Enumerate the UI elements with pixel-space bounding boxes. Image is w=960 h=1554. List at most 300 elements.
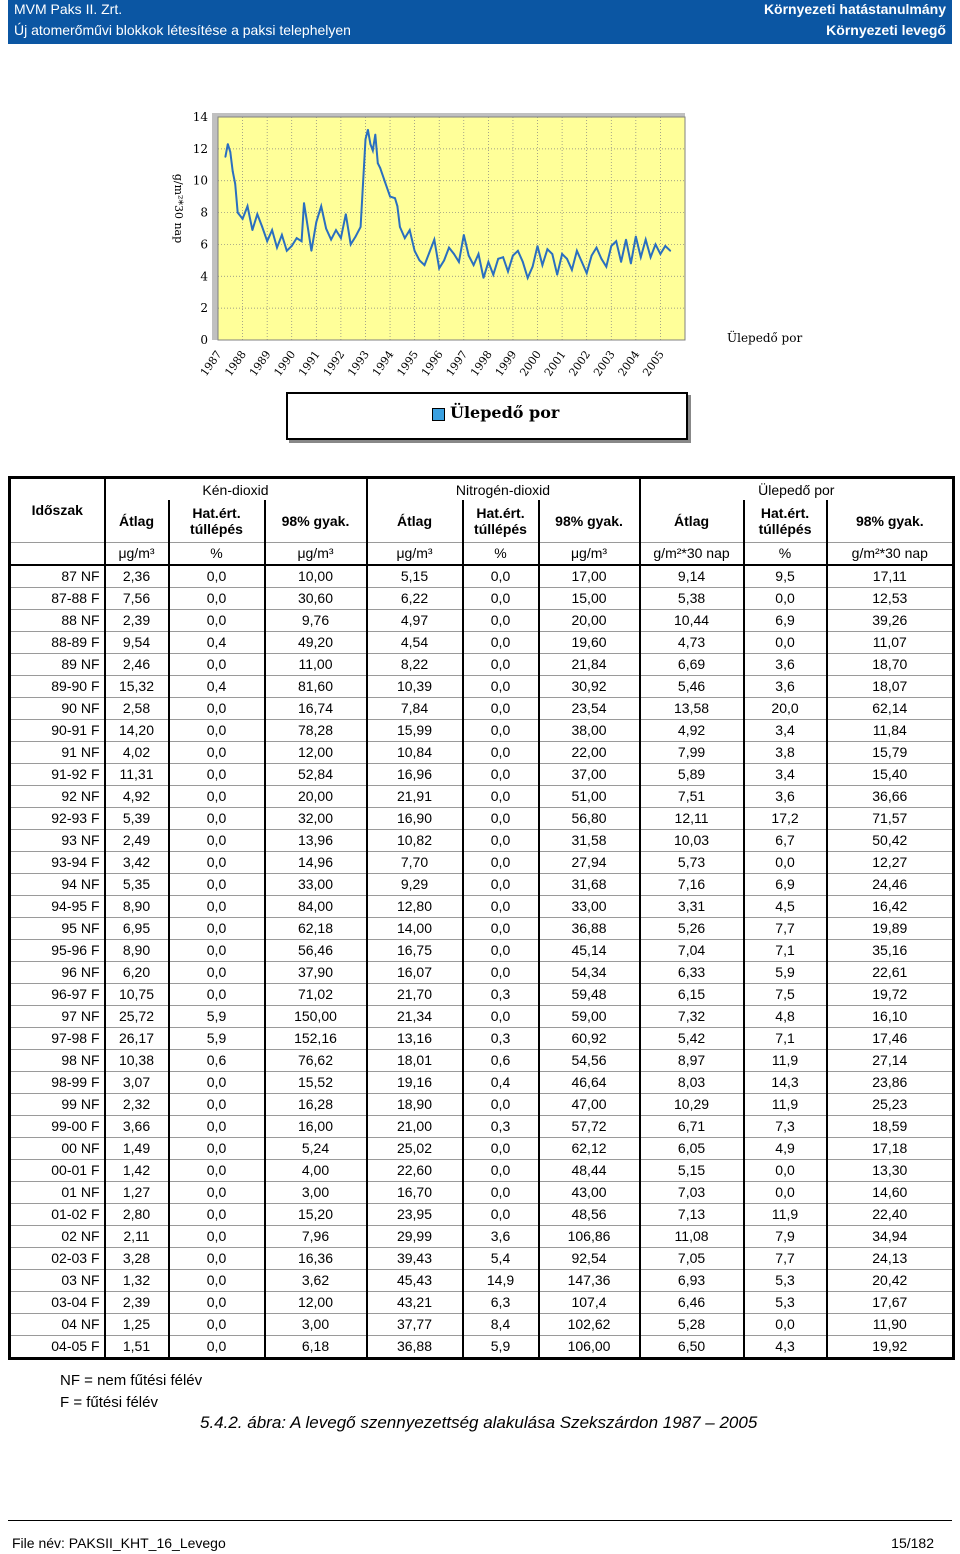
period-cell: 87-88 F (10, 587, 105, 609)
data-point (306, 218, 308, 220)
value-cell: 2,39 (105, 609, 169, 631)
data-point (374, 134, 376, 136)
table-row (10, 1269, 954, 1291)
period-cell: 94 NF (10, 873, 105, 895)
data-point (224, 156, 226, 158)
y-tick-label: 10 (192, 173, 208, 188)
data-point (546, 248, 548, 250)
value-cell: 18,70 (827, 653, 954, 675)
value-cell: 0,3 (463, 1115, 539, 1137)
data-point (394, 197, 396, 199)
value-cell: 0,0 (169, 1247, 265, 1269)
col-header-line1: Hat.ért. (760, 504, 810, 521)
table-row (10, 1203, 954, 1225)
value-cell: 2,36 (105, 565, 169, 588)
period-cell: 04-05 F (10, 1335, 105, 1358)
data-point (669, 250, 671, 252)
period-cell: 99-00 F (10, 1115, 105, 1137)
value-cell: 10,39 (367, 675, 463, 697)
value-cell: 0,0 (463, 1005, 539, 1027)
period-cell: 98-99 F (10, 1071, 105, 1093)
value-cell: 150,00 (265, 1005, 367, 1027)
value-cell: 0,0 (169, 1093, 265, 1115)
value-cell: 102,62 (539, 1313, 640, 1335)
value-cell: 0,0 (169, 873, 265, 895)
value-cell: 92,54 (539, 1247, 640, 1269)
value-cell: 46,64 (539, 1071, 640, 1093)
data-point (483, 277, 485, 279)
period-cell: 94-95 F (10, 895, 105, 917)
value-cell: 4,97 (367, 609, 463, 631)
value-cell: 54,34 (539, 961, 640, 983)
value-cell: 15,99 (367, 719, 463, 741)
value-cell: 6,71 (640, 1115, 744, 1137)
value-cell: 3,8 (744, 741, 827, 763)
value-cell: 4,3 (744, 1335, 827, 1358)
data-point (497, 258, 499, 260)
table-row (10, 653, 954, 675)
x-tick-label: 1989 (246, 348, 274, 379)
y-tick-label: 6 (200, 237, 208, 252)
x-tick-label: 1997 (443, 348, 471, 379)
data-point (419, 259, 421, 261)
value-cell: 14,3 (744, 1071, 827, 1093)
value-cell: 30,92 (539, 675, 640, 697)
data-point (591, 255, 593, 257)
value-cell: 27,94 (539, 851, 640, 873)
data-point (369, 143, 371, 145)
footer-page-number: 15/182 (891, 1535, 934, 1551)
value-cell: 0,0 (463, 1137, 539, 1159)
value-cell: 5,38 (640, 587, 744, 609)
value-cell: 0,0 (463, 631, 539, 653)
table-row (10, 1049, 954, 1071)
value-cell: 0,0 (463, 719, 539, 741)
x-tick-label: 1998 (468, 348, 495, 379)
value-cell: 12,53 (827, 587, 954, 609)
value-cell: 7,96 (265, 1225, 367, 1247)
value-cell: 1,49 (105, 1137, 169, 1159)
data-point (610, 245, 612, 247)
value-cell: 19,89 (827, 917, 954, 939)
data-point (615, 240, 617, 242)
value-cell: 18,07 (827, 675, 954, 697)
value-cell: 16,74 (265, 697, 367, 719)
value-cell: 6,05 (640, 1137, 744, 1159)
chart-svg (160, 100, 820, 400)
value-cell: 0,6 (463, 1049, 539, 1071)
period-cell: 91-92 F (10, 763, 105, 785)
value-cell: 0,0 (169, 1115, 265, 1137)
value-cell: 3,6 (744, 675, 827, 697)
value-cell: 37,00 (539, 763, 640, 785)
col-header-line1: 98% gyak. (855, 512, 924, 529)
y-tick-label: 14 (192, 110, 208, 124)
value-cell: 2,46 (105, 653, 169, 675)
value-cell: 7,9 (744, 1225, 827, 1247)
period-cell: 87 NF (10, 565, 105, 588)
value-cell: 62,12 (539, 1137, 640, 1159)
table-row (10, 895, 954, 917)
value-cell: 0,0 (463, 609, 539, 631)
col-header-line2: túllépés (474, 520, 527, 537)
data-point (468, 255, 470, 257)
data-point (350, 244, 352, 246)
period-cell: 93-94 F (10, 851, 105, 873)
data-point (301, 240, 303, 242)
value-cell: 0,0 (169, 851, 265, 873)
value-cell: 56,80 (539, 807, 640, 829)
data-point (478, 253, 480, 255)
value-cell: 17,18 (827, 1137, 954, 1159)
period-cell: 01-02 F (10, 1203, 105, 1225)
value-cell: 11,00 (265, 653, 367, 675)
data-point (566, 258, 568, 260)
data-point (296, 237, 298, 239)
value-cell: 1,25 (105, 1313, 169, 1335)
value-cell: 0,0 (463, 961, 539, 983)
period-cell: 95 NF (10, 917, 105, 939)
data-point (655, 244, 657, 246)
header-project: Új atomerőművi blokkok létesítése a paksi telephelyen (14, 22, 351, 38)
plot-area (218, 117, 685, 340)
value-cell: 15,00 (539, 587, 640, 609)
data-point (537, 245, 539, 247)
data-point (453, 253, 455, 255)
value-cell: 19,16 (367, 1071, 463, 1093)
table-row (10, 829, 954, 851)
value-cell: 0,0 (169, 785, 265, 807)
value-cell: 9,29 (367, 873, 463, 895)
value-cell: 3,6 (744, 785, 827, 807)
value-cell: 35,16 (827, 939, 954, 961)
value-cell: 0,0 (169, 961, 265, 983)
table-row (10, 719, 954, 741)
data-point (271, 229, 273, 231)
data-point (315, 221, 317, 223)
value-cell: 0,0 (463, 1203, 539, 1225)
value-cell: 84,00 (265, 895, 367, 917)
value-cell: 4,73 (640, 631, 744, 653)
value-cell: 7,51 (640, 785, 744, 807)
value-cell: 16,75 (367, 939, 463, 961)
data-point (487, 261, 489, 263)
value-cell: 0,0 (169, 1313, 265, 1335)
table-row (10, 851, 954, 873)
value-cell: 7,13 (640, 1203, 744, 1225)
col-header (539, 500, 640, 542)
value-cell: 0,0 (463, 763, 539, 785)
data-point (372, 150, 374, 152)
value-cell: 76,62 (265, 1049, 367, 1071)
value-cell: 43,00 (539, 1181, 640, 1203)
value-cell: 5,42 (640, 1027, 744, 1049)
value-cell: 4,54 (367, 631, 463, 653)
value-cell: 21,70 (367, 983, 463, 1005)
table-row (10, 1335, 954, 1358)
data-point (561, 253, 563, 255)
period-cell: 88 NF (10, 609, 105, 631)
col-header (265, 500, 367, 542)
value-cell: 52,84 (265, 763, 367, 785)
value-cell: 0,0 (169, 1225, 265, 1247)
data-point (237, 212, 239, 214)
data-point (586, 272, 588, 274)
value-cell: 25,72 (105, 1005, 169, 1027)
legend-label: Ülepedő por (450, 403, 560, 422)
period-cell: 04 NF (10, 1313, 105, 1335)
value-cell: 6,18 (265, 1335, 367, 1358)
value-cell: 2,32 (105, 1093, 169, 1115)
value-cell: 7,04 (640, 939, 744, 961)
table-row (10, 785, 954, 807)
value-cell: 26,17 (105, 1027, 169, 1049)
data-point (527, 277, 529, 279)
value-cell: 21,91 (367, 785, 463, 807)
value-cell: 3,28 (105, 1247, 169, 1269)
data-point (414, 250, 416, 252)
value-cell: 6,69 (640, 653, 744, 675)
value-cell: 23,95 (367, 1203, 463, 1225)
value-cell: 0,0 (169, 829, 265, 851)
value-cell: 7,32 (640, 1005, 744, 1027)
value-cell: 20,00 (539, 609, 640, 631)
value-cell: 11,9 (744, 1203, 827, 1225)
table-row (10, 939, 954, 961)
data-point (261, 226, 263, 228)
value-cell: 0,0 (169, 1291, 265, 1313)
value-cell: 1,27 (105, 1181, 169, 1203)
x-tick-label: 1996 (418, 348, 446, 379)
unit-cell: μg/m³ (539, 542, 640, 565)
y-tick-label: 0 (200, 333, 208, 347)
period-cell: 92-93 F (10, 807, 105, 829)
value-cell: 0,0 (744, 1313, 827, 1335)
value-cell: 2,49 (105, 829, 169, 851)
value-cell: 6,7 (744, 829, 827, 851)
table-row (10, 1225, 954, 1247)
period-cell: 98 NF (10, 1049, 105, 1071)
value-cell: 0,0 (169, 939, 265, 961)
value-cell: 7,70 (367, 851, 463, 873)
legend-swatch (432, 408, 445, 421)
value-cell: 37,77 (367, 1313, 463, 1335)
data-point (556, 274, 558, 276)
period-cell: 02 NF (10, 1225, 105, 1247)
header-doc-title: Környezeti hatástanulmány (763, 1, 946, 17)
value-cell: 8,90 (105, 895, 169, 917)
value-cell: 37,90 (265, 961, 367, 983)
unit-cell: μg/m³ (105, 542, 169, 565)
value-cell: 51,00 (539, 785, 640, 807)
value-cell: 0,4 (463, 1071, 539, 1093)
period-cell: 89-90 F (10, 675, 105, 697)
value-cell: 23,54 (539, 697, 640, 719)
data-point (448, 247, 450, 249)
data-point (379, 167, 381, 169)
value-cell: 59,48 (539, 983, 640, 1005)
data-point (360, 226, 362, 228)
period-cell: 01 NF (10, 1181, 105, 1203)
data-point (399, 226, 401, 228)
value-cell: 60,92 (539, 1027, 640, 1049)
value-cell: 48,44 (539, 1159, 640, 1181)
value-cell: 29,99 (367, 1225, 463, 1247)
table-row (10, 983, 954, 1005)
data-point (340, 237, 342, 239)
value-cell: 6,93 (640, 1269, 744, 1291)
value-cell: 9,5 (744, 565, 827, 588)
value-cell: 8,22 (367, 653, 463, 675)
col-header (169, 500, 265, 542)
value-cell: 14,20 (105, 719, 169, 741)
value-cell: 9,14 (640, 565, 744, 588)
value-cell: 19,72 (827, 983, 954, 1005)
value-cell: 12,11 (640, 807, 744, 829)
data-point (242, 218, 244, 220)
value-cell: 17,00 (539, 565, 640, 588)
table-row (10, 1181, 954, 1203)
data-point (389, 196, 391, 198)
value-cell: 10,84 (367, 741, 463, 763)
table-row (10, 697, 954, 719)
x-tick-label: 1990 (271, 348, 299, 379)
x-tick-label: 1994 (369, 348, 397, 379)
table-row (10, 631, 954, 653)
value-cell: 11,9 (744, 1049, 827, 1071)
data-point (635, 236, 637, 238)
value-cell: 10,44 (640, 609, 744, 631)
value-cell: 0,0 (169, 719, 265, 741)
data-point (473, 264, 475, 266)
value-cell: 4,92 (640, 719, 744, 741)
data-point (512, 255, 514, 257)
table-row (10, 1137, 954, 1159)
col-header-line1: Hat.ért. (192, 504, 241, 521)
value-cell: 106,00 (539, 1335, 640, 1358)
series-inline-label: Ülepedő por (727, 331, 803, 345)
data-point (247, 205, 249, 207)
y-tick-label: 4 (200, 269, 208, 284)
units-blank (10, 542, 105, 565)
value-cell: 16,10 (827, 1005, 954, 1027)
value-cell: 3,4 (744, 719, 827, 741)
table-row (10, 1247, 954, 1269)
value-cell: 3,31 (640, 895, 744, 917)
data-point (404, 237, 406, 239)
value-cell: 5,73 (640, 851, 744, 873)
x-tick-label: 2005 (640, 348, 667, 379)
value-cell: 0,0 (463, 785, 539, 807)
value-cell: 5,4 (463, 1247, 539, 1269)
period-cell: 97 NF (10, 1005, 105, 1027)
col-header-line1: Átlag (674, 512, 710, 529)
value-cell: 21,34 (367, 1005, 463, 1027)
value-cell: 2,58 (105, 697, 169, 719)
period-cell: 02-03 F (10, 1247, 105, 1269)
value-cell: 0,0 (169, 763, 265, 785)
col-header-line1: 98% gyak. (555, 512, 623, 529)
data-point (507, 271, 509, 273)
data-point (320, 205, 322, 207)
data-point (367, 129, 369, 131)
data-point (428, 251, 430, 253)
value-cell: 27,14 (827, 1049, 954, 1071)
x-tick-label: 1992 (320, 348, 348, 379)
value-cell: 0,0 (169, 565, 265, 588)
value-cell: 62,18 (265, 917, 367, 939)
value-cell: 0,3 (463, 1027, 539, 1049)
value-cell: 7,7 (744, 1247, 827, 1269)
period-header: Időszak (10, 478, 105, 543)
value-cell: 10,00 (265, 565, 367, 588)
value-cell: 22,61 (827, 961, 954, 983)
value-cell: 5,15 (367, 565, 463, 588)
value-cell: 7,99 (640, 741, 744, 763)
value-cell: 38,00 (539, 719, 640, 741)
data-point (365, 138, 367, 140)
value-cell: 0,0 (169, 697, 265, 719)
period-cell: 93 NF (10, 829, 105, 851)
value-cell: 16,42 (827, 895, 954, 917)
value-cell: 7,03 (640, 1181, 744, 1203)
value-cell: 0,0 (169, 609, 265, 631)
table-row (10, 741, 954, 763)
value-cell: 0,0 (169, 741, 265, 763)
value-cell: 0,0 (169, 587, 265, 609)
data-point (517, 250, 519, 252)
value-cell: 0,0 (463, 565, 539, 588)
table-row (10, 1005, 954, 1027)
value-cell: 22,40 (827, 1203, 954, 1225)
value-cell: 13,30 (827, 1159, 954, 1181)
data-point (660, 253, 662, 255)
value-cell: 5,9 (169, 1027, 265, 1049)
period-cell: 03 NF (10, 1269, 105, 1291)
value-cell: 13,96 (265, 829, 367, 851)
value-cell: 0,0 (169, 983, 265, 1005)
x-tick-label: 2003 (591, 348, 618, 379)
value-cell: 16,28 (265, 1093, 367, 1115)
table-row (10, 807, 954, 829)
value-cell: 3,6 (463, 1225, 539, 1247)
value-cell: 50,42 (827, 829, 954, 851)
value-cell: 10,03 (640, 829, 744, 851)
value-cell: 24,13 (827, 1247, 954, 1269)
data-point (650, 256, 652, 258)
value-cell: 7,3 (744, 1115, 827, 1137)
value-cell: 6,9 (744, 609, 827, 631)
value-cell: 6,95 (105, 917, 169, 939)
deposited-dust-chart (160, 100, 820, 400)
value-cell: 14,00 (367, 917, 463, 939)
value-cell: 49,20 (265, 631, 367, 653)
value-cell: 0,0 (169, 807, 265, 829)
data-point (601, 258, 603, 260)
table-row (10, 1071, 954, 1093)
col-header-line2: túllépés (190, 520, 243, 537)
data-point (335, 229, 337, 231)
value-cell: 7,84 (367, 697, 463, 719)
value-cell: 4,92 (105, 785, 169, 807)
value-cell: 71,02 (265, 983, 367, 1005)
value-cell: 5,3 (744, 1291, 827, 1313)
col-header-line1: Átlag (397, 512, 432, 529)
table-row (10, 1027, 954, 1049)
data-point (522, 261, 524, 263)
data-point (532, 266, 534, 268)
value-cell: 47,00 (539, 1093, 640, 1115)
